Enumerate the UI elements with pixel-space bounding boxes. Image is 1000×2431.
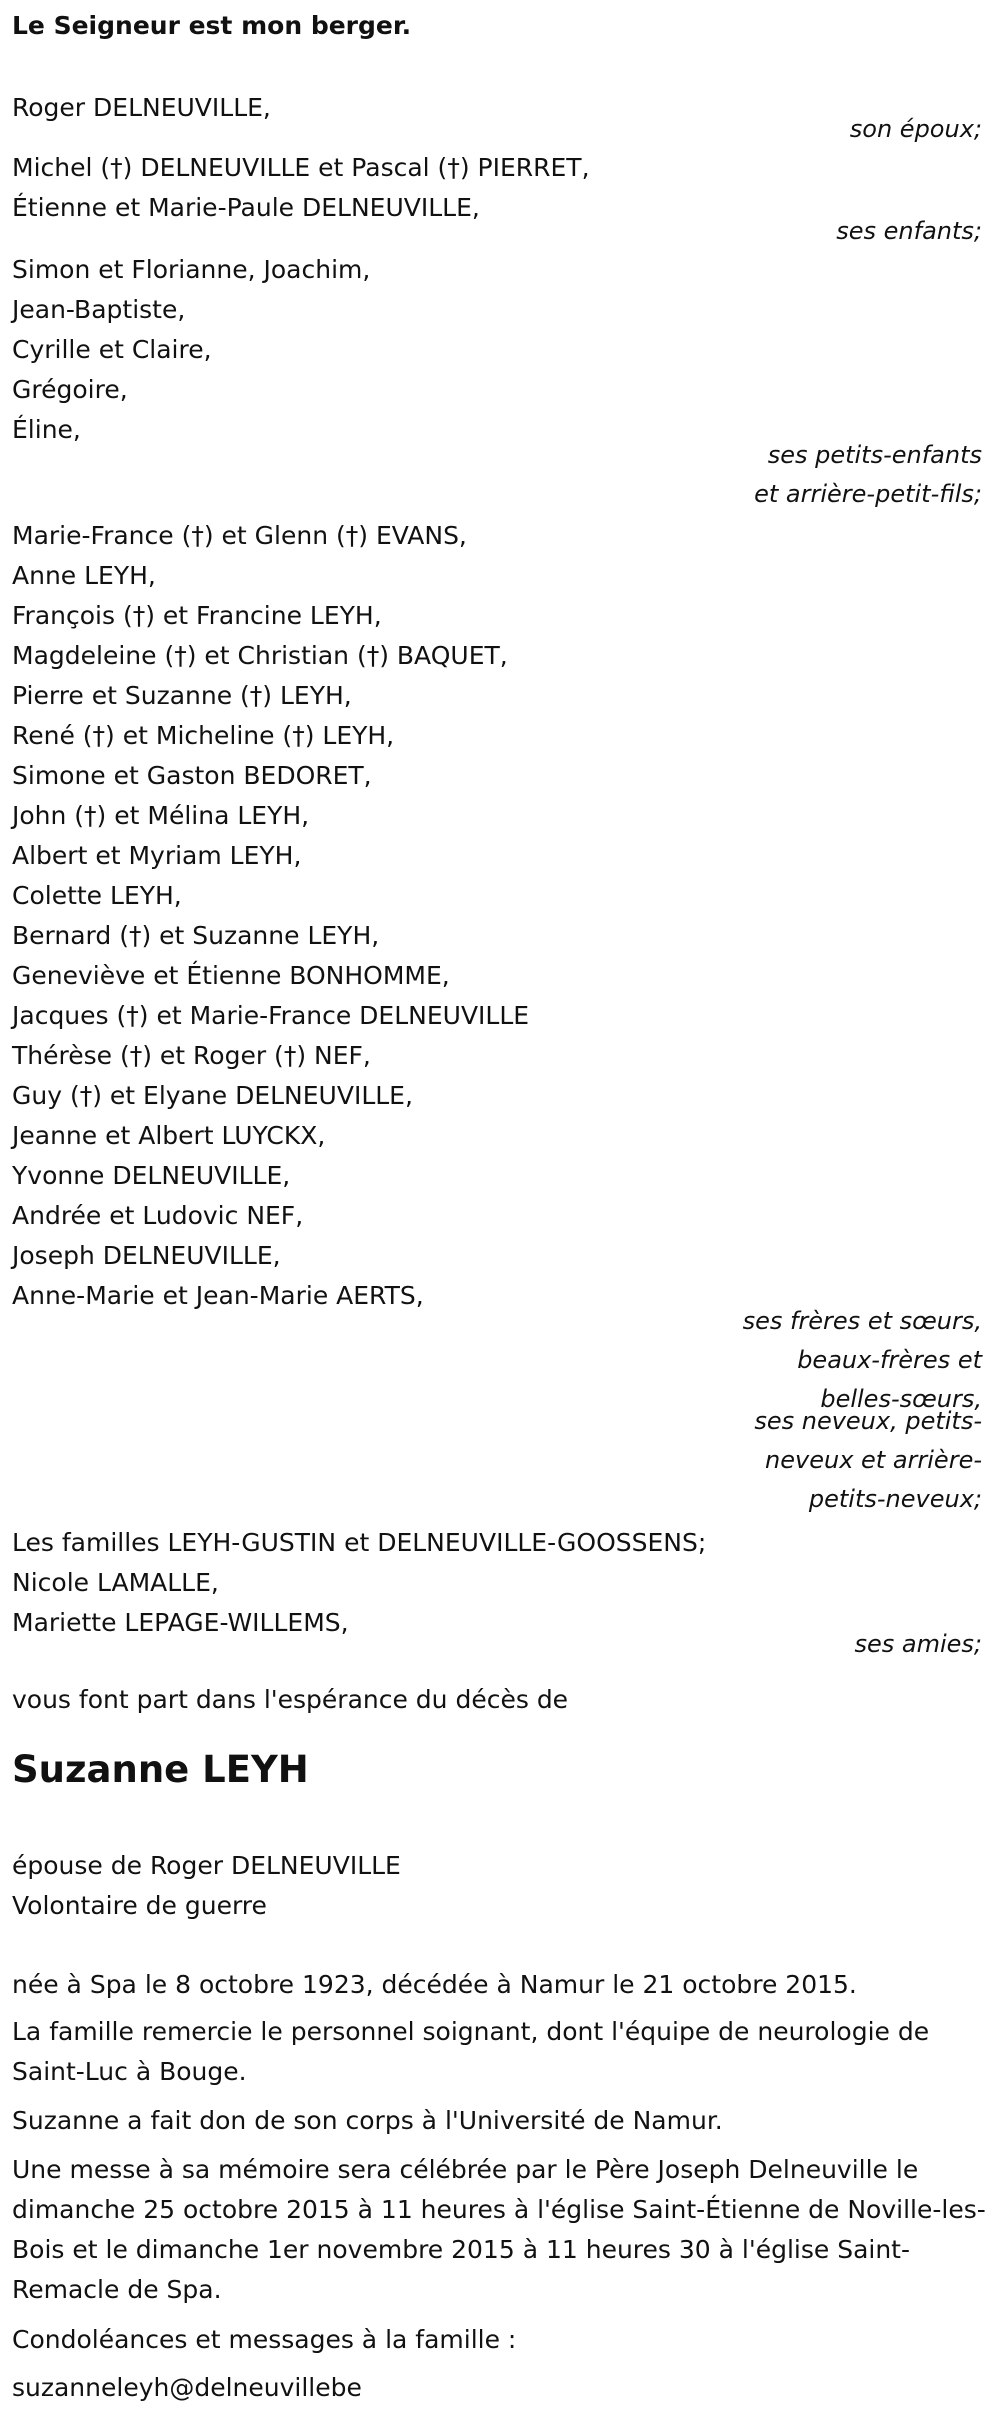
relation-label-line: petits-neveux; xyxy=(808,1485,982,1513)
family-name-line: Jeanne et Albert LUYCKX, xyxy=(12,1121,326,1150)
family-name-line: Éline, xyxy=(12,415,81,444)
relation-label xyxy=(854,1625,982,1664)
family-name-line: Mariette LEPAGE-WILLEMS, xyxy=(12,1608,349,1637)
relation-label xyxy=(836,212,982,251)
mass-text: Une messe à sa mémoire sera célébrée par le Père Joseph Delneuville le dimanche 25 octobre 2015 à 11 heures à l'église Saint-Étienne de Noville-les-Bois et le dimanche 1er novembre 2015 à 11 heures 30 à l'église Saint-Remacle de Spa. xyxy=(12,2155,986,2304)
relation-label-line: belles-sœurs, xyxy=(820,1385,982,1413)
family-name-line: Simone et Gaston BEDORET, xyxy=(12,761,372,790)
spouse-group xyxy=(12,88,988,128)
thanks-text: La famille remercie le personnel soignant, dont l'équipe de neurologie de Saint-Luc à Bouge. xyxy=(12,2017,930,2086)
title-line: Volontaire de guerre xyxy=(12,1891,267,1920)
family-name-line: John (†) et Mélina LEYH, xyxy=(12,801,310,830)
relation-label-line: beaux-frères et xyxy=(797,1346,982,1374)
family-name-line: Anne-Marie et Jean-Marie AERTS, xyxy=(12,1281,424,1310)
opening-verse: Le Seigneur est mon berger. xyxy=(12,11,412,40)
family-name-line: Anne LEYH, xyxy=(12,561,156,590)
relation-label-line: ses amies; xyxy=(854,1630,982,1658)
family-name-line: Grégoire, xyxy=(12,375,128,404)
title-line: épouse de Roger DELNEUVILLE xyxy=(12,1851,401,1880)
relation-label xyxy=(754,436,982,514)
family-name-line: Marie-France (†) et Glenn (†) EVANS, xyxy=(12,521,467,550)
family-name-line: Colette LEYH, xyxy=(12,881,182,910)
friends-group xyxy=(12,1523,988,1643)
family-name-line: Étienne et Marie-Paule DELNEUVILLE, xyxy=(12,193,480,222)
family-name-line: Nicole LAMALLE, xyxy=(12,1568,219,1597)
deceased-name: Suzanne LEYH xyxy=(12,1748,309,1791)
family-name-line: Les familles LEYH-GUSTIN et DELNEUVILLE-GOOSSENS; xyxy=(12,1528,707,1557)
condolences-email: suzanneleyh@delneuvillebe xyxy=(12,2373,362,2402)
deceased-titles xyxy=(12,1846,988,1926)
donation-text: Suzanne a fait don de son corps à l'Université de Namur. xyxy=(12,2106,723,2135)
relation-label-line: neveux et arrière- xyxy=(765,1446,982,1474)
relation-label-nephews xyxy=(754,1402,982,1519)
relation-label-line: ses frères et sœurs, xyxy=(742,1307,982,1335)
family-name-line: Bernard (†) et Suzanne LEYH, xyxy=(12,921,380,950)
family-name-line: Yvonne DELNEUVILLE, xyxy=(12,1161,291,1190)
family-name-line: Magdeleine (†) et Christian (†) BAQUET, xyxy=(12,641,508,670)
family-name-line: Jacques (†) et Marie-France DELNEUVILLE xyxy=(12,1001,530,1030)
relation-label-line: ses petits-enfants xyxy=(767,441,982,469)
relation-label-line: ses neveux, petits- xyxy=(754,1407,982,1435)
grandchildren-group xyxy=(12,250,988,450)
relation-label-line: son époux; xyxy=(849,115,982,143)
announcement-text: vous font part dans l'espérance du décès de xyxy=(12,1685,569,1714)
family-name-line: René (†) et Micheline (†) LEYH, xyxy=(12,721,395,750)
family-name-line: Cyrille et Claire, xyxy=(12,335,212,364)
family-name-line: Michel (†) DELNEUVILLE et Pascal (†) PIERRET, xyxy=(12,153,590,182)
family-name-line: Joseph DELNEUVILLE, xyxy=(12,1241,281,1270)
family-name-line: Guy (†) et Elyane DELNEUVILLE, xyxy=(12,1081,413,1110)
relation-label-line: et arrière-petit-fils; xyxy=(754,480,982,508)
birth-death-text: née à Spa le 8 octobre 1923, décédée à Namur le 21 octobre 2015. xyxy=(12,1970,857,1999)
siblings-group xyxy=(12,516,988,1316)
family-name-line: Andrée et Ludovic NEF, xyxy=(12,1201,304,1230)
condolences-label: Condoléances et messages à la famille : xyxy=(12,2325,517,2354)
family-name-line: Pierre et Suzanne (†) LEYH, xyxy=(12,681,352,710)
family-name-line: Albert et Myriam LEYH, xyxy=(12,841,302,870)
family-name-line: François (†) et Francine LEYH, xyxy=(12,601,382,630)
relation-label-line: ses enfants; xyxy=(836,217,982,245)
family-name-line: Simon et Florianne, Joachim, xyxy=(12,255,371,284)
family-name-line: Jean-Baptiste, xyxy=(12,295,186,324)
relation-label xyxy=(850,110,982,149)
family-name-line: Thérèse (†) et Roger (†) NEF, xyxy=(12,1041,371,1070)
family-name-line: Geneviève et Étienne BONHOMME, xyxy=(12,961,450,990)
family-name-line: Roger DELNEUVILLE, xyxy=(12,93,271,122)
